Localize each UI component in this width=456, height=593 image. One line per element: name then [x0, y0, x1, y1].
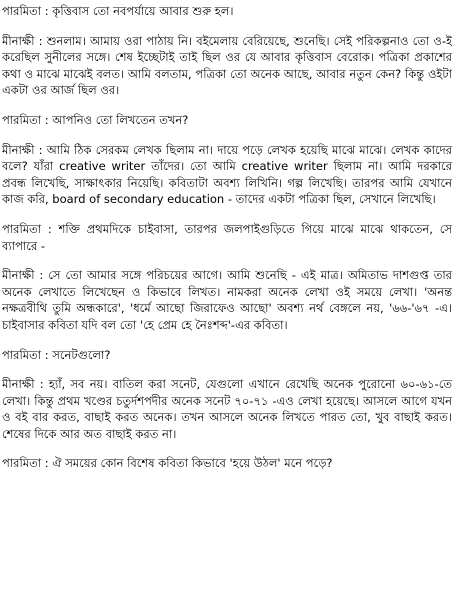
- dialogue-text: আপনিও তো লিখতেন তখন?: [48, 112, 189, 127]
- speaker-label: পারমিতা :: [2, 4, 49, 18]
- dialogue-paragraph: [2, 3, 452, 20]
- dialogue-text: কৃত্তিবাস তো নবপর্যায়ে আবার শুরু হল।: [48, 4, 234, 18]
- speaker-label: মীনাক্ষী :: [2, 33, 43, 48]
- speaker-label: পারমিতা :: [2, 347, 49, 362]
- speaker-label: পারমিতা :: [2, 456, 49, 471]
- interview-document: [2, 3, 452, 485]
- speaker-label: পারমিতা :: [2, 112, 49, 127]
- dialogue-text: হ্যাঁ, সব নয়। বাতিল করা সনেট, যেগুলো এখানে রেখেছি অনেক পুরোনো ৬০-৬১-তে লেখা। কিন্তু প্রথম খণ্ডের চতুর্দশপদীর অনেক সনেট ৭০-৭১ -এও লেখা হয়েছে। আসলে আগে যখন ও বই বার করত, বাছাই করত অনেক। তখন আসলে অনেক লিখতে পারত তো, খুব বাছাই করত। শেষের দিকে আর অত বাছাই করত না।: [2, 377, 452, 441]
- dialogue-paragraph: [2, 376, 452, 442]
- dialogue-paragraph: [2, 142, 452, 208]
- dialogue-paragraph: [2, 455, 452, 472]
- dialogue-text: আমি ঠিক সেরকম লেখক ছিলাম না। দায়ে পড়ে লেখক হয়েছি মাঝে মাঝে। লেখক কাদের বলে? যাঁরা creative writer তাঁদের। তো আমি creative writer ছিলাম না। আমি দরকারে প্রবন্ধ লিখেছি, সাক্ষাৎকার নিয়েছি। কবিতাটা অবশ্য লিখিনি। গল্প লিখেছি। তারপর আমি যেখানে কাজ করি, board of secondary education - তাদের একটা পত্রিকা ছিল, সেখানে লিখেছি।: [2, 142, 452, 207]
- dialogue-paragraph: [2, 267, 452, 333]
- dialogue-text: শক্তি প্রথমদিকে চাইবাসা, তারপর জলপাইগুড়িতে গিয়ে মাঝে মাঝে থাকতেন, সে ব্যাপারে -: [2, 221, 452, 253]
- dialogue-paragraph: [2, 112, 452, 129]
- speaker-label: পারমিতা :: [2, 221, 52, 236]
- speaker-label: মীনাক্ষী :: [2, 142, 43, 157]
- dialogue-text: সনেটগুলো?: [48, 347, 111, 362]
- speaker-label: মীনাক্ষী :: [2, 268, 44, 283]
- dialogue-text: ঐ সময়ের কোন বিশেষ কবিতা কিভাবে 'হয়ে উঠল' মনে পড়ে?: [48, 456, 333, 471]
- speaker-label: মীনাক্ষী :: [2, 377, 44, 392]
- dialogue-paragraph: [2, 347, 452, 364]
- dialogue-text: সে তো আমার সঙ্গে পরিচয়ের আগে। আমি শুনেছি - এই মাত্র। অমিতাভ দাশগুপ্ত তার অনেক লেখাতে লিখেছেন ও কিভাবে লিখত। নামকরা অনেক লেখা ওই সময়ে লেখা। 'অনন্ত নক্ষত্রবীথি তুমি অন্ধকারে', 'ধর্মে আছো জিরাফেও আছো' অবশ্য নর্থ বেঙ্গলে নয়, '৬৬-'৬৭ -এ। চাইবাসার কবিতা যদি বল তো 'হে প্রেম হে নৈঃশব্দ'-এর কবিতা।: [2, 268, 453, 332]
- dialogue-paragraph: [2, 221, 452, 254]
- dialogue-text: শুনলাম। আমায় ওরা পাঠায় নি। বইমেলায় বেরিয়েছে, শুনেছি। সেই পরিকল্পনাও তো ও-ই করেছিল সুনীলের সঙ্গে। শেষ ইচ্ছেটাই তাই ছিল ওর যে আবার কৃত্তিবাস বেরোক। পত্রিকা প্রকাশের কথা ও মাঝে মাঝেই বলত। আমি বলতাম, পত্রিকা তো অনেক আছে, আবার নতুন কেন? কিন্তু ওইটা একটা ওর আর্জ ছিল ওর।: [2, 33, 452, 98]
- dialogue-paragraph: [2, 33, 452, 99]
